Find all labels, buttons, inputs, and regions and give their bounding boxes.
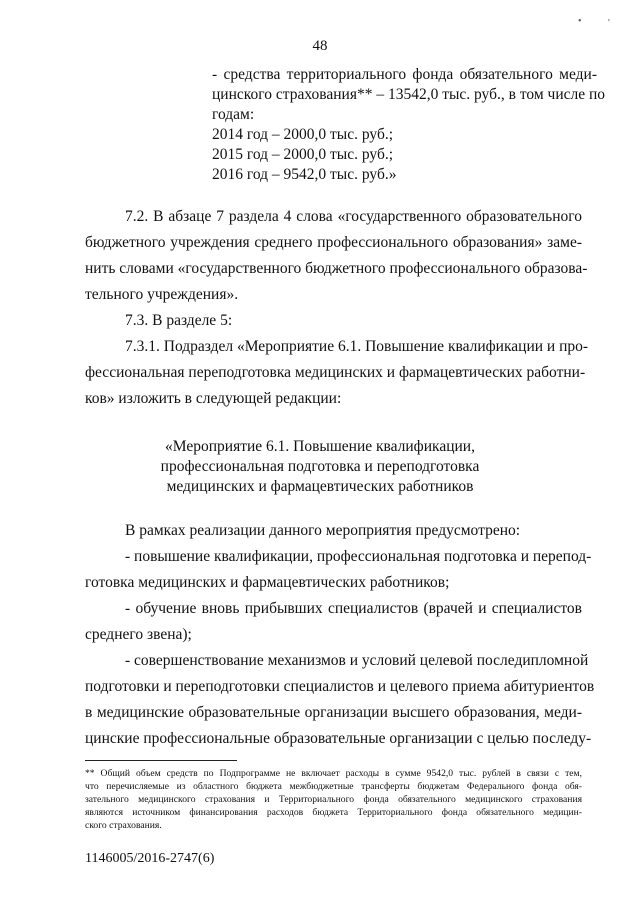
text-line: нить словами «государственного бюджетного профессионального образова- xyxy=(85,260,588,277)
list-item: готовка медицинских и фармацевтических работников; xyxy=(85,574,450,591)
section-heading: «Мероприятие 6.1. Повышение квалификации, xyxy=(165,438,475,455)
text-line: бюджетного учреждения среднего профессионального образования» заме- xyxy=(85,234,582,251)
list-item: - обучение вновь прибывших специалистов (врачей и специалистов xyxy=(125,600,582,617)
scan-mark: ' xyxy=(608,18,610,29)
footnote-line: ского страхования. xyxy=(85,820,162,831)
page-number: 48 xyxy=(312,38,328,54)
footnote-divider xyxy=(85,760,237,761)
section-heading: профессиональная подготовка и переподготовка xyxy=(160,458,480,475)
list-item: в медицинские образовательные организации высшего образования, меди- xyxy=(85,704,582,721)
list-item: подготовки и переподготовки специалистов и целевого приема абитуриентов xyxy=(85,678,595,695)
text-line: фессиональная переподготовка медицинских и фармацевтических работни- xyxy=(85,364,586,381)
text-line: ков» изложить в следующей редакции: xyxy=(85,390,342,407)
text-line: 7.3. В разделе 5: xyxy=(125,312,233,329)
document-code: 1146005/2016-2747(6) xyxy=(85,851,215,866)
list-item: цинские профессиональные образовательные организации с целью последу- xyxy=(85,730,592,747)
footnote-line: что перечисляемые из областного бюджета межбюджетные трансферты бюджетам Федерального фонда обя- xyxy=(85,781,582,792)
footnote-line: зательного медицинского страхования и Территориального фонда обязательного медицинского страхования xyxy=(85,794,582,805)
list-item: - повышение квалификации, профессиональная подготовка и перепод- xyxy=(125,548,592,565)
text-line: 2016 год – 9542,0 тыс. руб.» xyxy=(212,166,397,183)
text-line: - средства территориального фонда обязательного меди- xyxy=(212,66,597,83)
footnote-line: ** Общий объем средств по Подпрограмме не включает расходы в сумме 9542,0 тыс. рублей в связи с тем, xyxy=(85,768,582,779)
text-line: цинского страхования** – 13542,0 тыс. руб., в том числе по xyxy=(212,86,606,103)
text-line: 2014 год – 2000,0 тыс. руб.; xyxy=(212,126,394,143)
text-line: 2015 год – 2000,0 тыс. руб.; xyxy=(212,146,394,163)
text-line: В рамках реализации данного мероприятия предусмотрено: xyxy=(125,522,521,539)
text-line: тельного учреждения». xyxy=(85,286,239,303)
list-item: - совершенствование механизмов и условий целевой последипломной xyxy=(125,652,589,669)
section-heading: медицинских и фармацевтических работников xyxy=(166,478,474,495)
footnote-line: являются источником финансирования расходов бюджета Территориального фонда обязательного медицин- xyxy=(85,807,582,818)
scan-mark: • xyxy=(578,16,582,27)
text-line: 7.3.1. Подраздел «Мероприятие 6.1. Повышение квалификации и про- xyxy=(125,338,589,355)
list-item: среднего звена); xyxy=(85,626,192,643)
text-line: 7.2. В абзаце 7 раздела 4 слова «государственного образовательного xyxy=(125,208,582,225)
text-line: годам: xyxy=(212,106,255,123)
